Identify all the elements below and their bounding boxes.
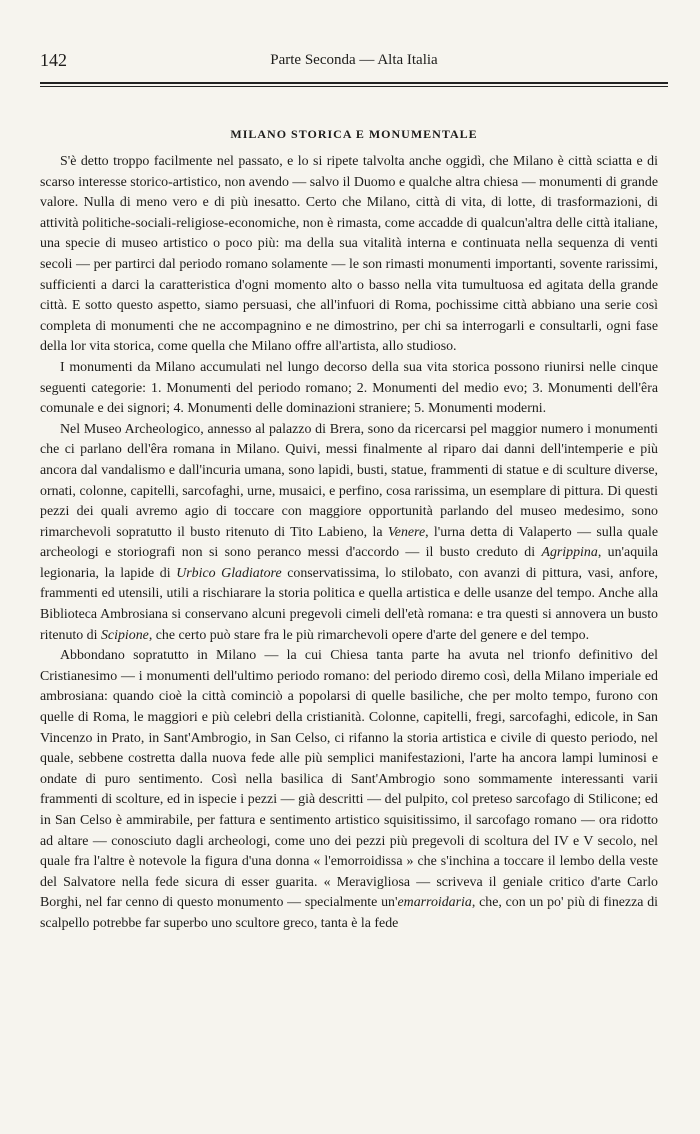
text-run: , un'aquila legionaria, la lapide di [40, 545, 658, 581]
header-rule-thin [40, 86, 668, 87]
running-title: Parte Seconda — Alta Italia [270, 52, 438, 68]
header-rule [40, 82, 668, 84]
text-run: Nel Museo Archeologico, annesso al palazzo di Brera, sono da ricercarsi pel maggior numero i monumenti che ci parlano dell'êra romana in Milano. Quivi, messi finalmente al riparo dai danni dell'intemperie e più ancora dal vandalismo e dall'incuria umana, sono lapidi, busti, statue, frammenti di statue e di sculture diverse, ornati, colonne, capitelli, sarcofaghi, urne, musaici, e perfino, cosa rarissima, un esemplare di pittura. Di questi pezzi dei quali avremo agio di toccare con maggiore opportunità parlando del museo medesimo, sono rimarchevoli sopratutto il busto ritenuto di Tito Labieno, la [40, 421, 658, 540]
text-run: , che certo può stare fra le più rimarchevoli opere d'arte del genere e del tempo. [148, 627, 590, 643]
text-run: I monumenti da Milano accumulati nel lungo decorso della sua vita storica possono riunirsi nelle cinque seguenti categorie: 1. Monumenti del periodo romano; 2. Monumenti del medio evo; 3. Monumenti dell'êra comunale e dei signori; 4. Monumenti delle dominazioni straniere; 5. Monumenti moderni. [40, 359, 658, 417]
text-run: , l'urna detta di Valaperto — sulla quale archeologi e storiografi non si sono peranco messi d'accordo — il busto creduto di [40, 524, 658, 561]
page-number: 142 [40, 50, 67, 70]
paragraph [40, 646, 658, 934]
section-title: MILANO STORICA E MONUMENTALE [230, 127, 478, 141]
text-run: , che, con un po' più di finezza di scalpello potrebbe far superbo uno scultore greco, tanta è la fede [40, 895, 658, 931]
italic-text: Scipione [100, 627, 149, 643]
paragraph [40, 358, 658, 420]
running-head [40, 50, 668, 74]
italic-text: Venere [387, 524, 426, 540]
italic-text: Urbico Gladiatore [176, 565, 282, 581]
italic-text: emarroidaria [397, 895, 472, 911]
text-run: S'è detto troppo facilmente nel passato, e lo si ripete talvolta anche oggidì, che Milano è città sciatta e di scarso interesse storico-artistico, non avendo — salvo il Duomo e qualche altra chiesa — monumenti di grande valore. Nulla di meno vero e di più inesatto. Certo che Milano, città di vita, di lotte, di trasformazioni, di attività politiche-sociali-religiose-economiche, non è rimasta, come accadde di qualcun'altra delle città italiane, una specie di museo artistico o poco più: ma della sua vitalità interna e continuata nella sequenza di venti secoli — per partirci dal periodo romano solamente — le son rimasti monumenti importanti, sovente rarissimi, sufficienti a darci la caratteristica d'ogni momento alto o basso nella vita tumultuosa ed agitata della grande città. E sotto questo aspetto, siamo persuasi, che all'infuori di Roma, pochissime città abbiano una serie così completa di monumenti che ne accompagnino e ne dimostrino, per chi sa interrogarli e consultarli, ogni fase della lor vita storica, come quella che Milano offre all'artista, allo studioso. [40, 154, 658, 355]
text-run: Abbondano sopratutto in Milano — la cui Chiesa tanta parte ha avuta nel trionfo definitivo del Cristianesimo — i monumenti dell'ultimo periodo romano: del periodo diremo così, della Milano imperiale ed ambrosiana: quando cioè la città cominciò a popolarsi di quelle basiliche, che per molto tempo, furono con quelle di Roma, le maggiori e più celebri della cristianità. Colonne, capitelli, fregi, sarcofaghi, edicole, in San Vincenzo in Prato, in Sant'Ambrogio, in San Celso, ci rifanno la storia artistica e civile di questo periodo, nel quale, sebbene costretta dalla nuova fede alle più semplici manifestazioni, l'arte ha ancora lampi luminosi e ondate di puro sentimento. Così nella basilica di Sant'Ambrogio sono sommamente interessanti varii frammenti di scolture, ed in ispecie i pezzi — già descritti — del pulpito, col preteso sarcofago di Stilicone; ed in San Celso è ammirabile, per fattura e sentimento artistico squisitissimo, il sarcofago romano — ora ridotto ad altare — conosciuto dagli archeologi, come uno dei pezzi più pregevoli di scoltura del IV e V secolo, nel quale fra l'altre è notevole la figura d'una donna « l'emorroidissa » che s'inchina a toccare il lembo della veste del Salvatore nella fede sicura di esser guarita. « Meravigliosa — scriveva il geniale critico d'arte Carlo Borghi, nel far cenno di questo monumento — specialmente un' [40, 648, 658, 911]
italic-text: Agrippina [541, 545, 598, 561]
body-text [40, 152, 658, 935]
paragraph [40, 152, 658, 358]
text-run: conservatissima, lo stilobato, con avanzi di pittura, vasi, anfore, frammenti ed utensili, utili a rischiarare la storia politica e quella artistica e delle usanze del tempo. Anche alla Biblioteca Ambrosiana si conservano alcuni pregevoli cimeli dell'età romana: e tra questi si annovera un busto ritenuto di [40, 565, 658, 643]
paragraph [40, 420, 658, 647]
